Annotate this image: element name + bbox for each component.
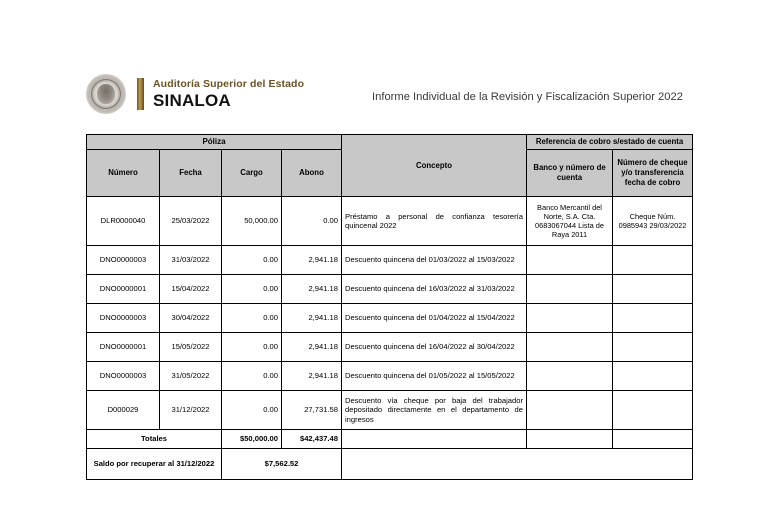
table-row [87, 246, 693, 275]
saldo-row [87, 449, 693, 480]
cell-cargo: 0.00 [222, 391, 282, 430]
cell-banco [527, 246, 613, 275]
table-header [87, 135, 693, 197]
header-col-abono: Abono [282, 150, 342, 197]
saldo-value: $7,562.52 [222, 449, 342, 480]
cell-numero: DNO0000003 [87, 304, 160, 333]
totals-banco-empty [527, 430, 613, 449]
totals-row [87, 430, 693, 449]
cell-fecha: 30/04/2022 [160, 304, 222, 333]
cell-banco: Banco Mercantil del Norte, S.A. Cta. 0683067044 Lista de Raya 2011 [527, 197, 613, 246]
mexican-national-seal-icon [86, 74, 126, 114]
cell-cheque [613, 275, 693, 304]
report-title: Informe Individual de la Revisión y Fiscalización Superior 2022 [372, 91, 683, 103]
cell-cargo: 0.00 [222, 333, 282, 362]
table-row [87, 333, 693, 362]
header-group-referencia: Referencia de cobro s/estado de cuenta [527, 135, 693, 150]
cell-banco [527, 391, 613, 430]
cell-abono: 2,941.18 [282, 333, 342, 362]
header-group-row [87, 135, 693, 150]
cell-concepto: Descuento vía cheque por baja del trabajador depositado directamente en el departamento de ingresos [342, 391, 527, 430]
cell-concepto: Descuento quincena del 16/03/2022 al 31/03/2022 [342, 275, 527, 304]
header-group-poliza: Póliza [87, 135, 342, 150]
cell-cheque [613, 362, 693, 391]
cell-banco [527, 304, 613, 333]
cell-fecha: 31/05/2022 [160, 362, 222, 391]
cell-numero: DLR0000040 [87, 197, 160, 246]
cell-cheque [613, 333, 693, 362]
cell-concepto: Préstamo a personal de confianza tesorería quincenal 2022 [342, 197, 527, 246]
header-col-cargo: Cargo [222, 150, 282, 197]
cell-cheque [613, 246, 693, 275]
header-col-fecha: Fecha [160, 150, 222, 197]
cell-cargo: 0.00 [222, 304, 282, 333]
totals-concepto-empty [342, 430, 527, 449]
header-col-concepto: Concepto [342, 135, 527, 197]
table-row [87, 362, 693, 391]
poliza-table [86, 134, 693, 480]
cell-abono: 27,731.58 [282, 391, 342, 430]
cell-fecha: 31/03/2022 [160, 246, 222, 275]
cell-abono: 2,941.18 [282, 246, 342, 275]
totals-abono: $42,437.48 [282, 430, 342, 449]
header-col-cheque: Número de cheque y/o transferencia fecha de cobro [613, 150, 693, 197]
totals-cheque-empty [613, 430, 693, 449]
cell-concepto: Descuento quincena del 01/05/2022 al 15/05/2022 [342, 362, 527, 391]
table-row [87, 304, 693, 333]
cell-cargo: 0.00 [222, 362, 282, 391]
cell-cargo: 0.00 [222, 275, 282, 304]
cell-cargo: 50,000.00 [222, 197, 282, 246]
gold-divider-bar [137, 78, 144, 110]
cell-cheque [613, 391, 693, 430]
cell-fecha: 25/03/2022 [160, 197, 222, 246]
cell-numero: DNO0000001 [87, 333, 160, 362]
table-row [87, 197, 693, 246]
saldo-label: Saldo por recuperar al 31/12/2022 [87, 449, 222, 480]
cell-concepto: Descuento quincena del 01/03/2022 al 15/03/2022 [342, 246, 527, 275]
cell-banco [527, 362, 613, 391]
cell-abono: 2,941.18 [282, 304, 342, 333]
cell-cheque [613, 304, 693, 333]
cell-banco [527, 275, 613, 304]
cell-numero: DNO0000003 [87, 246, 160, 275]
institution-name: Auditoría Superior del Estado [153, 77, 305, 90]
poliza-table-container [86, 134, 692, 480]
state-name: SINALOA [153, 91, 231, 111]
totals-label: Totales [87, 430, 222, 449]
saldo-empty [342, 449, 693, 480]
cell-cargo: 0.00 [222, 246, 282, 275]
header-col-numero: Número [87, 150, 160, 197]
table-row [87, 275, 693, 304]
cell-abono: 2,941.18 [282, 275, 342, 304]
brand-text-block [153, 79, 304, 110]
cell-abono: 0.00 [282, 197, 342, 246]
cell-fecha: 15/04/2022 [160, 275, 222, 304]
cell-numero: DNO0000001 [87, 275, 160, 304]
cell-banco [527, 333, 613, 362]
cell-cheque: Cheque Núm. 0985943 29/03/2022 [613, 197, 693, 246]
cell-numero: D000029 [87, 391, 160, 430]
table-body [87, 197, 693, 480]
table-row [87, 391, 693, 430]
totals-cargo: $50,000.00 [222, 430, 282, 449]
cell-concepto: Descuento quincena del 01/04/2022 al 15/04/2022 [342, 304, 527, 333]
cell-concepto: Descuento quincena del 16/04/2022 al 30/04/2022 [342, 333, 527, 362]
cell-fecha: 15/05/2022 [160, 333, 222, 362]
institution-brand [86, 74, 304, 114]
cell-abono: 2,941.18 [282, 362, 342, 391]
cell-numero: DNO0000003 [87, 362, 160, 391]
cell-fecha: 31/12/2022 [160, 391, 222, 430]
header-col-banco: Banco y número de cuenta [527, 150, 613, 197]
